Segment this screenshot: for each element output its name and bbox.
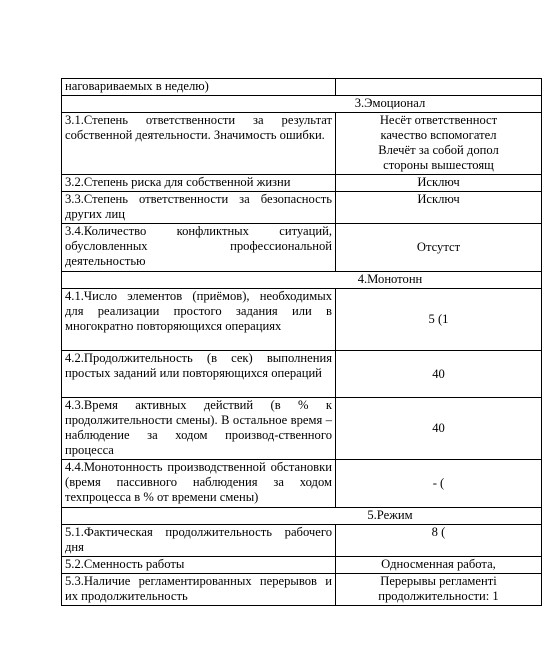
indicator-cell: 3.4.Количество конфликтных ситуаций, обусловленных профессиональной деятельностью (62, 224, 336, 272)
value-cell (336, 113, 542, 175)
table-row (62, 192, 542, 224)
table-row (62, 557, 542, 574)
value-line: стороны вышестоящ (383, 158, 494, 172)
work-conditions-table (61, 78, 542, 606)
table-row (62, 79, 542, 96)
indicator-cell: 3.2.Степень риска для собственной жизни (62, 175, 336, 192)
section-header-row (62, 96, 542, 113)
table-row (62, 224, 542, 272)
section-title: 4.Монотонн (62, 272, 542, 289)
indicator-cell: 4.3.Время активных действий (в % к продолжительности смены). В остальное время – наблюдение за ходом производ-ственного процесса (62, 398, 336, 460)
value-cell: Исключ (336, 175, 542, 192)
value-cell (336, 79, 542, 96)
value-line: Несёт ответственност (379, 113, 498, 127)
section-header-row (62, 272, 542, 289)
table-row (62, 574, 542, 606)
section-title: 5.Режим (62, 508, 542, 525)
indicator-cell: 4.4.Монотонность производственной обстановки (время пассивного наблюдения за ходом техпроцесса в % от времени смены) (62, 460, 336, 508)
table-row (62, 398, 542, 460)
value-cell: Отсутст (336, 224, 542, 272)
section-header-row (62, 508, 542, 525)
indicator-cell: 5.2.Сменность работы (62, 557, 336, 574)
indicator-cell: 3.3.Степень ответственности за безопасность других лиц (62, 192, 336, 224)
table-row (62, 525, 542, 557)
value-cell: - ( (336, 460, 542, 508)
table-row (62, 289, 542, 351)
value-line: качество вспомогател (380, 128, 497, 142)
value-cell (336, 574, 542, 606)
value-cell: 40 (336, 398, 542, 460)
indicator-cell: наговариваемых в неделю) (62, 79, 336, 96)
value-cell: 5 (1 (336, 289, 542, 351)
indicator-cell: 5.1.Фактическая продолжительность рабочего дня (62, 525, 336, 557)
value-line: Влечёт за собой допол (378, 143, 499, 157)
value-line: продолжительности: 1 (378, 589, 499, 603)
value-line: Перерывы регламенті (380, 574, 497, 588)
value-cell: 8 ( (336, 525, 542, 557)
indicator-cell: 4.1.Число элементов (приёмов), необходимых для реализации простого задания или в многократно повторяющихся операциях (62, 289, 336, 351)
value-cell: Односменная работа, (336, 557, 542, 574)
indicator-cell: 4.2.Продолжительность (в сек) выполнения простых заданий или повторяющихся операций (62, 351, 336, 398)
table-row (62, 460, 542, 508)
section-title: 3.Эмоционал (62, 96, 542, 113)
table-row (62, 175, 542, 192)
indicator-cell: 3.1.Степень ответственности за результат собственной деятельности. Значимость ошибки. (62, 113, 336, 175)
value-cell: 40 (336, 351, 542, 398)
table-row (62, 351, 542, 398)
indicator-cell: 5.3.Наличие регламентированных перерывов и их продолжительность (62, 574, 336, 606)
value-cell: Исключ (336, 192, 542, 224)
table-row (62, 113, 542, 175)
